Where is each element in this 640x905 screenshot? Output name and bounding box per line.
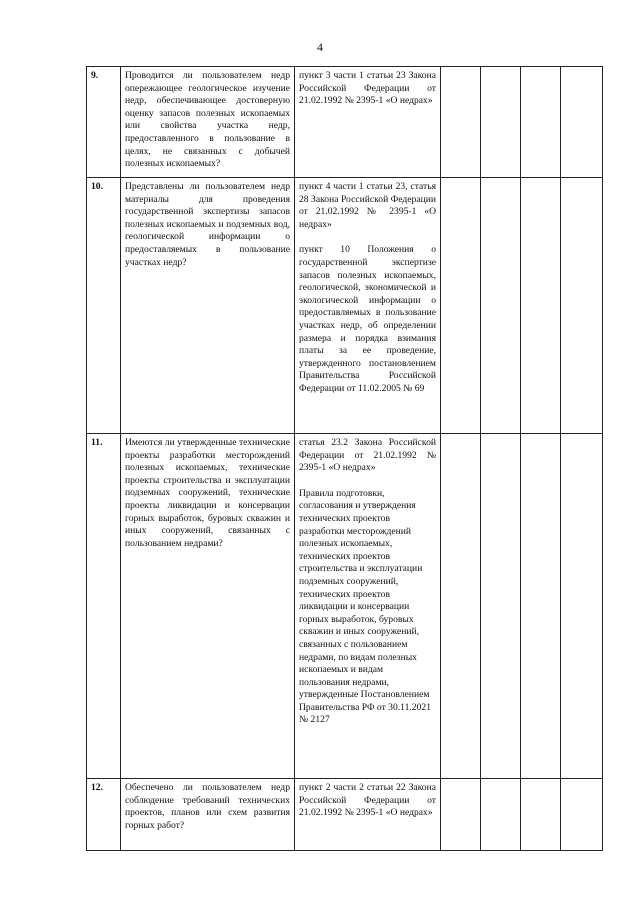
answer-cell-na	[521, 779, 561, 851]
question-text: Обеспечено ли пользователем недр соблюдение требований технических проектов, планов или схем развития горных работ?	[121, 779, 295, 851]
reference-text: статья 23.2 Закона Российской Федерации от 21.02.1992 № 2395-1 «О недрах»	[299, 437, 436, 474]
legal-reference	[295, 779, 441, 851]
page-number: 4	[317, 40, 323, 54]
reference-text: пункт 4 части 1 статьи 23, статья 28 Закона Российской Федерации от 21.02.1992 № 2395-1 «О недрах»	[299, 181, 436, 230]
answer-cell-yes	[441, 434, 481, 779]
legal-reference	[295, 178, 441, 434]
question-text: Имеются ли утвержденные технические проекты разработки месторождений полезных ископаемых, технические проекты строительства и эксплуатации подземных сооружений, технические проекты ликвидации и консервации горных выработок, буровых скважин и иных сооружений, связанных с пользованием недрами?	[121, 434, 295, 779]
answer-cell-no	[481, 779, 521, 851]
answer-cell-no	[481, 67, 521, 178]
answer-cell-note	[561, 67, 603, 178]
question-text: Проводится ли пользователем недр опережающее геологическое изучение недр, обеспечивающее достоверную оценку запасов полезных ископаемых или свойства участка недр, предоставленного в пользование в целях, не связанных с добычей полезных ископаемых?	[121, 67, 295, 178]
answer-cell-na	[521, 434, 561, 779]
legal-reference	[295, 434, 441, 779]
answer-cell-note	[561, 178, 603, 434]
answer-cell-no	[481, 178, 521, 434]
answer-cell-na	[521, 178, 561, 434]
answer-cell-yes	[441, 779, 481, 851]
row-number: 12.	[87, 779, 121, 851]
row-number: 11.	[87, 434, 121, 779]
reference-text: пункт 3 части 1 статьи 23 Закона Российской Федерации от 21.02.1992 № 2395-1 «О недрах»	[299, 70, 436, 107]
reference-text: Правила подготовки, согласования и утверждения технических проектов разработки месторождений полезных ископаемых, технических проектов строительства и эксплуатации подземных сооружений, технических проектов ликвидации и консервации горных выработок, буровых скважин и иных сооружений, связанных с пользованием недрами, по видам полезных ископаемых и видам пользования недрами, утвержденные Постановлением Правительства РФ от 30.11.2021 № 2127	[299, 487, 431, 726]
checklist-table	[86, 66, 603, 851]
answer-cell-no	[481, 434, 521, 779]
answer-cell-note	[561, 434, 603, 779]
question-text: Представлены ли пользователем недр материалы для проведения государственной экспертизы запасов полезных ископаемых и подземных вод, геологической информации о предоставляемых в пользование участках недр?	[121, 178, 295, 434]
reference-text: пункт 10 Положения о государственной экспертизе запасов полезных ископаемых, геологической, экономической и экологической информации о предоставляемых в пользование участках недр, об определении размера и порядка взимания платы за ее проведение, утвержденного постановлением Правительства Российской Федерации от 11.02.2005 № 69	[299, 244, 436, 394]
row-number: 9.	[87, 67, 121, 178]
table-row	[87, 434, 603, 779]
table-row	[87, 178, 603, 434]
reference-text: пункт 2 части 2 статьи 22 Закона Российской Федерации от 21.02.1992 № 2395-1 «О недрах»	[299, 782, 436, 819]
answer-cell-yes	[441, 67, 481, 178]
answer-cell-note	[561, 779, 603, 851]
table-row	[87, 67, 603, 178]
row-number: 10.	[87, 178, 121, 434]
answer-cell-yes	[441, 178, 481, 434]
legal-reference	[295, 67, 441, 178]
table-row	[87, 779, 603, 851]
answer-cell-na	[521, 67, 561, 178]
